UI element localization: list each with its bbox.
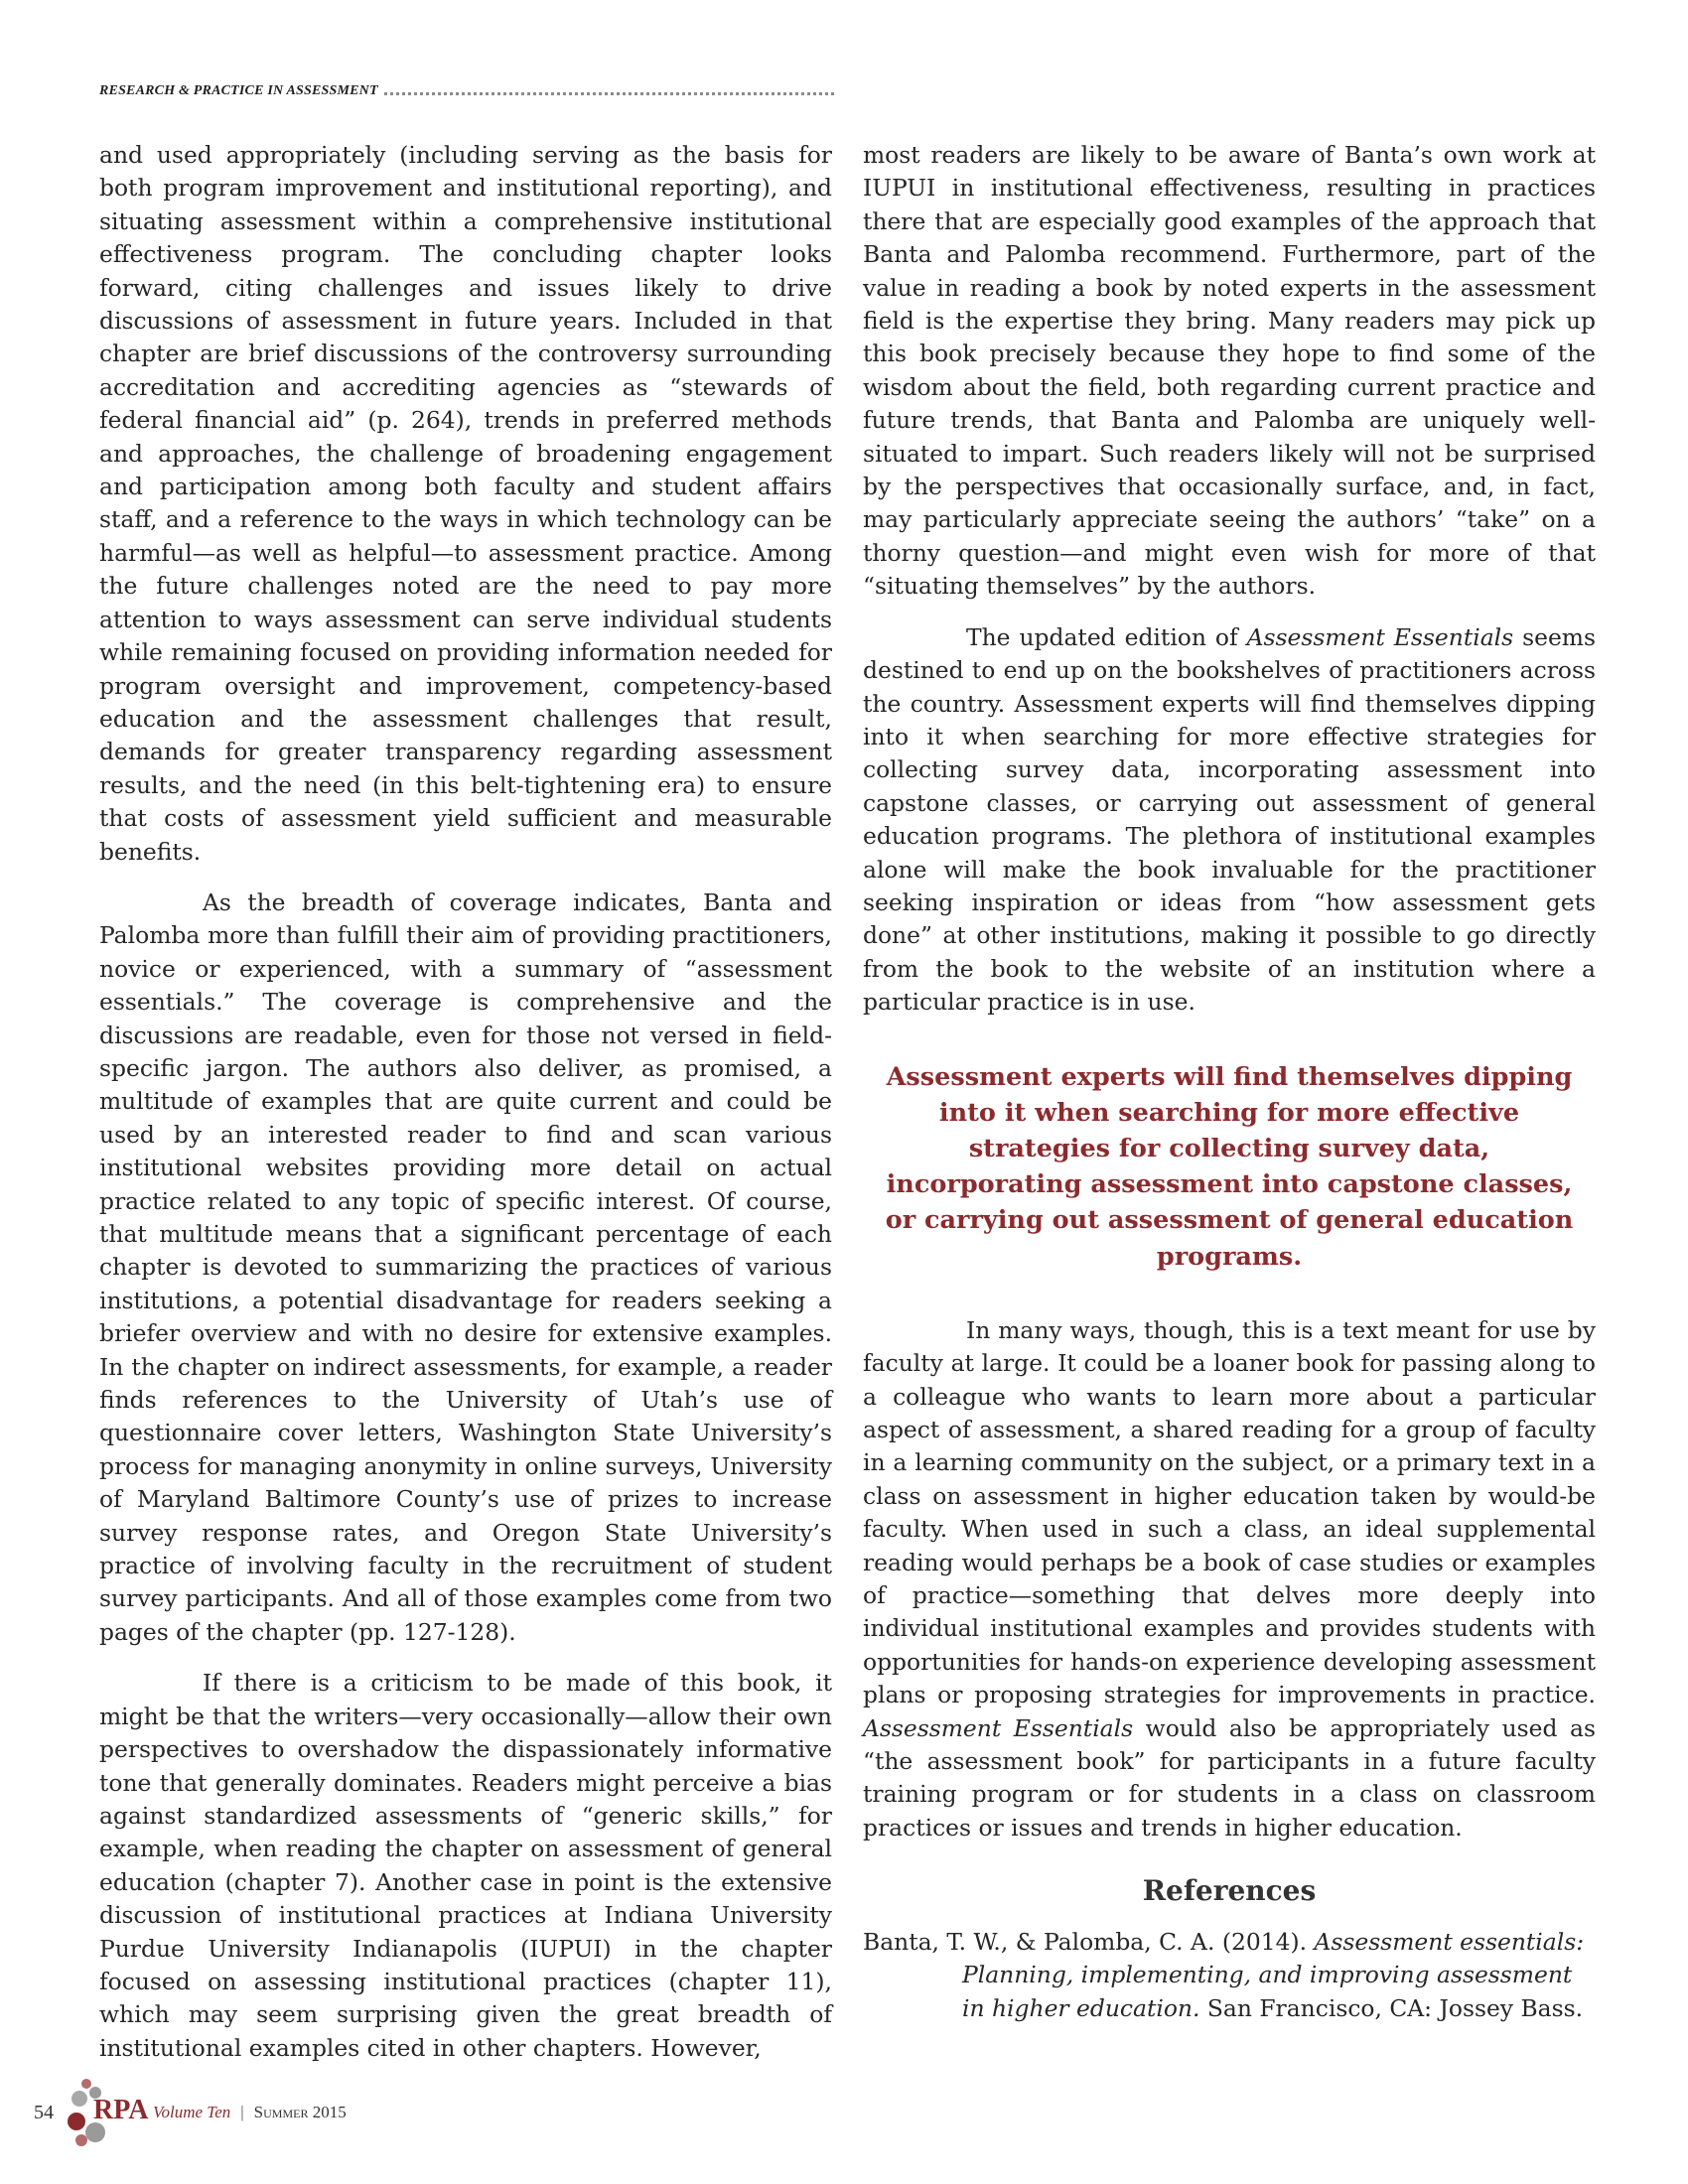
journal-title: RESEARCH & PRACTICE IN ASSESSMENT: [99, 83, 378, 98]
text-run: In many ways, though, this is a text meant for use by faculty at large. It could be a loaner book for passing along to a colleague who wants to learn more about a particular aspect of assessment, a shared reading for a group of faculty in a learning community on the subject, or a primary text in a class on assessment in higher education taken by would-be faculty. When used in such a class, an ideal supplemental reading would perhaps be a book of case studies or examples of practice—something that delves more deeply into individual institutional examples and provides students with opportunities for hands-on experience developing assessment plans or proposing strategies for improvements in practice.: [863, 1315, 1596, 1709]
logo-dot: [75, 2134, 87, 2146]
paragraph: As the breadth of coverage indicates, Banta and Palomba more than fulfill their aim of providing practitioners, novice or experienced, with a summary of “assessment essentials.” The coverage is comprehensive and the discussions are readable, even for those not versed in field-specific jargon. The authors also deliver, as promised, a multitude of examples that are quite current and could be used by an interested reader to find and scan various institutional websites providing more detail on actual practice related to any topic of specific interest. Of course, that multitude means that a significant percentage of each chapter is devoted to summarizing the practices of various institutions, a potential disadvantage for readers seeking a briefer overview and with no desire for extensive examples. In the chapter on indirect assessments, for example, a reader finds references to the University of Utah’s use of questionnaire cover letters, Washington State University’s process for managing anonymity in online surveys, University of Maryland Baltimore County’s use of prizes to increase survey response rates, and Oregon State University’s practice of involving faculty in the recruitment of student survey participants. And all of those examples come from two pages of the chapter (pp. 127-128).: [99, 887, 832, 1646]
logo-dot: [68, 2113, 85, 2130]
logo-text: RPA: [93, 2095, 149, 2125]
paragraph: most readers are likely to be aware of Banta’s own work at IUPUI in institutional effectiveness, resulting in practices there that are especially good examples of the approach that Banta and Palomba recommend. Furthermore, part of the value in reading a book by noted experts in the assessment field is the expertise they bring. Many readers may pick up this book precisely because they hope to find some of the wisdom about the field, both regarding current practice and future trends, that Banta and Palomba are uniquely well-situated to impart. Such readers likely will not be surprised by the perspectives that occasionally surface, and, in fact, may particularly appreciate seeing the authors’ “take” on a thorny question—and might even wish for more of that “situating themselves” by the authors.: [863, 141, 1596, 601]
text-run: would also be appropriately used as “the assessment book” for participants in a future faculty training program or for students in a class on classroom practices or issues and trends in higher education.: [863, 1713, 1596, 1842]
reference-publisher: San Francisco, CA: Jossey Bass.: [1199, 1993, 1584, 2022]
paragraph: If there is a criticism to be made of this book, it might be that the writers—very occasionally—allow their own perspectives to overshadow the dispassionately informative tone that generally dominates. Readers might perceive a bias against standardized assessments of “generic skills,” for example, when reading the chapter on assessment of general education (chapter 7). Another case in point is the extensive discussion of institutional practices at Indiana University Purdue University Indianapolis (IUPUI) in the chapter focused on assessing institutional practices (chapter 11), which may seem surprising given the great breadth of institutional examples cited in other chapters. However,: [99, 1669, 832, 2062]
reference-title: Assessment essentials: Planning, implementing, and improving assessment in higher education.: [962, 1927, 1585, 2022]
page-footer: [34, 2077, 347, 2148]
right-column: [863, 139, 1596, 2025]
book-title: Assessment Essentials: [863, 1713, 1134, 1742]
rpa-logo: [64, 2077, 149, 2148]
paragraph: [863, 1314, 1596, 1845]
reference-entry: [863, 1926, 1596, 2025]
paragraph: [863, 621, 1596, 1020]
text-run: The updated edition of: [966, 622, 1247, 651]
paragraph: and used appropriately (including serving as the basis for both program improvement and institutional reporting), and situating assessment within a comprehensive institutional effectiveness program. The concluding chapter looks forward, citing challenges and issues likely to drive discussions of assessment in future years. Included in that chapter are brief discussions of the controversy surrounding accreditation and accrediting agencies as “stewards of federal financial aid” (p. 264), trends in preferred methods and approaches, the challenge of broadening engagement and participation among both faculty and student affairs staff, and a reference to the ways in which technology can be harmful—as well as helpful—to assessment practice. Among the future challenges noted are the need to pay more attention to ways assessment can serve individual students while remaining focused on providing information needed for program oversight and improvement, competency-based education and the assessment challenges that result, demands for greater transparency regarding assessment results, and the need (in this belt-tightening era) to ensure that costs of assessment yield sufficient and measurable benefits.: [99, 141, 832, 866]
volume-label: Volume Ten: [153, 2103, 231, 2121]
running-header: [99, 83, 834, 99]
book-title: Assessment Essentials: [1246, 622, 1514, 651]
references-heading: References: [1142, 1874, 1317, 1908]
header-dotted-rule: [384, 92, 834, 95]
logo-dot: [81, 2079, 91, 2089]
pull-quote: Assessment experts will find themselves dipping into it when searching for more effective strategies for collecting survey data, incorporating assessment into capstone classes, or carrying out assessment of general education programs.: [885, 1061, 1574, 1272]
footer-separator: |: [240, 2103, 244, 2121]
page-number: 54: [34, 2101, 54, 2123]
left-column: [99, 139, 832, 2065]
reference-authors: Banta, T. W., & Palomba, C. A. (2014).: [863, 1927, 1315, 1956]
issue-season: Summer 2015: [253, 2103, 347, 2121]
text-run: seems destined to end up on the bookshelves of practitioners across the country. Assessment experts will find themselves dipping into it when searching for more effective strategies for collecting survey data, incorporating assessment into capstone classes, or carrying out assessment of general education programs. The plethora of institutional examples alone will make the book invaluable for the practitioner seeking inspiration or ideas from “how assessment gets done” at other institutions, making it possible to go directly from the book to the website of an institution where a particular practice is in use.: [863, 622, 1596, 1017]
logo-dot: [71, 2091, 87, 2107]
